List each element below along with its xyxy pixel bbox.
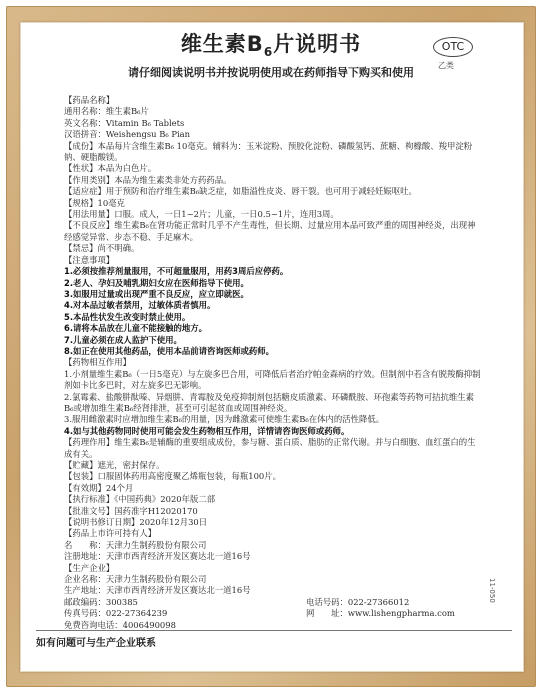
contact-row (64, 608, 482, 619)
leaflet-line: 【禁忌】尚不明确。 (64, 243, 140, 254)
title-rest: 片说明书 (273, 32, 362, 56)
leaflet-line: 【执行标准】《中国药典》2020年版二部 (64, 494, 216, 505)
leaflet-line: 【贮藏】遮光，密封保存。 (64, 460, 165, 470)
contact-right: 电话号码：022-27366012 (306, 596, 410, 607)
leaflet-line: 7.儿童必须在成人监护下使用。 (64, 334, 182, 345)
title-main: 维生素B (180, 32, 264, 56)
leaflet-line: 【用法用量】口服。成人，一日1~2片；儿童，一日0.5~1片，连用3周。 (64, 209, 339, 220)
leaflet-line: 【药理作用】维生素B₆是辅酶的重要组成成份，参与糖、蛋白质、脂肪的正常代谢。并与白细胞、血红蛋白的生成有关。 (64, 437, 476, 459)
leaflet-line: 【性状】本品为白色片。 (64, 163, 157, 174)
leaflet-line: 【成份】本品每片含维生素B₆ 10毫克。辅料为：玉米淀粉、预胶化淀粉、磷酸氢钙、蔗糖、枸橼酸、羧甲淀粉钠、硬脂酸镁。 (64, 140, 473, 163)
contact-left: 免费咨询电话：4006490098 (64, 619, 176, 630)
leaflet-line: 【批准文号】国药准字H12020170 (64, 505, 198, 516)
leaflet-line: 6.请将本品放在儿童不能接触的地方。 (64, 323, 208, 334)
leaflet-line: 【说明书修订日期】2020年12月30日 (64, 517, 208, 528)
leaflet-line: 名 称：天津力生制药股份有限公司 (64, 539, 207, 550)
leaflet-line: 4.对本品过敏者禁用，过敏体质者慎用。 (64, 300, 216, 311)
leaflet-line: 注册地址：天津市西青经济开发区赛达北一道16号 (64, 551, 251, 562)
leaflet-line: 企业名称：天津力生制药股份有限公司 (64, 574, 207, 585)
contact-right: 网 址：www.lishengpharma.com (306, 608, 455, 619)
leaflet-line: 1.必须按推荐剂量服用，不可超量服用，用药3周后应停药。 (64, 266, 289, 277)
leaflet-line: 【注意事项】 (64, 254, 115, 265)
leaflet-line: 英文名称：Vitamin B₆ Tablets (64, 117, 185, 128)
leaflet-line: 通用名称：维生素B₆片 (64, 106, 149, 117)
leaflet-line: 【不良反应】维生素B₆在肾功能正常时几乎不产生毒性，但长期、过量应用本品可致严重的周围神经炎，出现神经感觉异常、步态不稳、手足麻木。 (64, 220, 476, 242)
leaflet-line: 【有效期】24个月 (64, 482, 134, 493)
contact-left: 传真号码：022-27364239 (64, 608, 168, 619)
leaflet-line: 【适应症】用于预防和治疗维生素B₆缺乏症，如脂溢性皮炎、唇干裂。也可用于减轻妊娠呕吐。 (64, 186, 417, 197)
leaflet-line: 4.如与其他药物同时使用可能会发生药物相互作用，详情请咨询医师或药师。 (64, 425, 350, 436)
leaflet-line: 汉语拼音：Weishengsu B₆ Pian (64, 129, 191, 140)
footer-text: 如有问题可与生产企业联系 (36, 638, 156, 649)
leaflet-line: 5.本品性状发生改变时禁止使用。 (64, 311, 191, 322)
otc-badge: OTC (433, 37, 473, 57)
contact-row (64, 597, 482, 608)
leaflet-line: 【生产企业】 (64, 562, 115, 573)
leaflet-line: 【包装】口服固体药用高密度聚乙烯瓶包装，每瓶100片。 (64, 471, 281, 482)
otc-class: 乙类 (438, 61, 454, 70)
leaflet-line: 8.如正在使用其他药品，使用本品前请咨询医师或药师。 (64, 345, 275, 356)
leaflet-line: 【药物相互作用】 (64, 357, 131, 368)
leaflet-line: 【规格】10毫克 (64, 197, 125, 208)
leaflet-line: 2.老人、孕妇及哺乳期妇女应在医师指导下使用。 (64, 277, 249, 288)
title-subscript: 6 (263, 45, 274, 60)
leaflet-line: 生产地址：天津市西青经济开发区赛达北一道16号 (64, 585, 251, 596)
leaflet-line: 3.如服用过量或出现严重不良反应，应立即就医。 (64, 288, 249, 299)
leaflet-line: 【作用类别】本品为维生素类非处方药药品。 (64, 174, 232, 185)
footer-contact-note (36, 630, 512, 649)
side-code: 11-050 (488, 578, 496, 603)
contact-left: 邮政编码：300385 (64, 596, 138, 607)
usage-notice: 请仔细阅读说明书并按说明使用或在药师指导下购买和使用 (128, 66, 414, 79)
leaflet-line: 【药品上市许可持有人】 (64, 528, 157, 539)
leaflet-body (64, 95, 482, 631)
leaflet-line: 2.氯霉素、盐酸肼酞嗪、异烟肼、青霉胺及免疫抑制剂包括糖皮质激素、环磷酰胺、环孢素等药物可拮抗维生素B₆或增加维生素B₆经肾排泄，甚至可引起贫血或周围神经炎。 (64, 391, 474, 413)
leaflet-line: 3.服用雌激素时应增加维生素B₆的用量，因为雌激素可使维生素B₆在体内的活性降低。 (64, 414, 385, 425)
leaflet-line: 1.小剂量维生素B₆（一日5毫克）与左旋多巴合用，可降低后者治疗帕金森病的疗效。但制剂中若含有脱羧酶抑制剂如卡比多巴时，对左旋多巴无影响。 (64, 368, 481, 391)
leaflet-line: 【药品名称】 (64, 95, 115, 105)
